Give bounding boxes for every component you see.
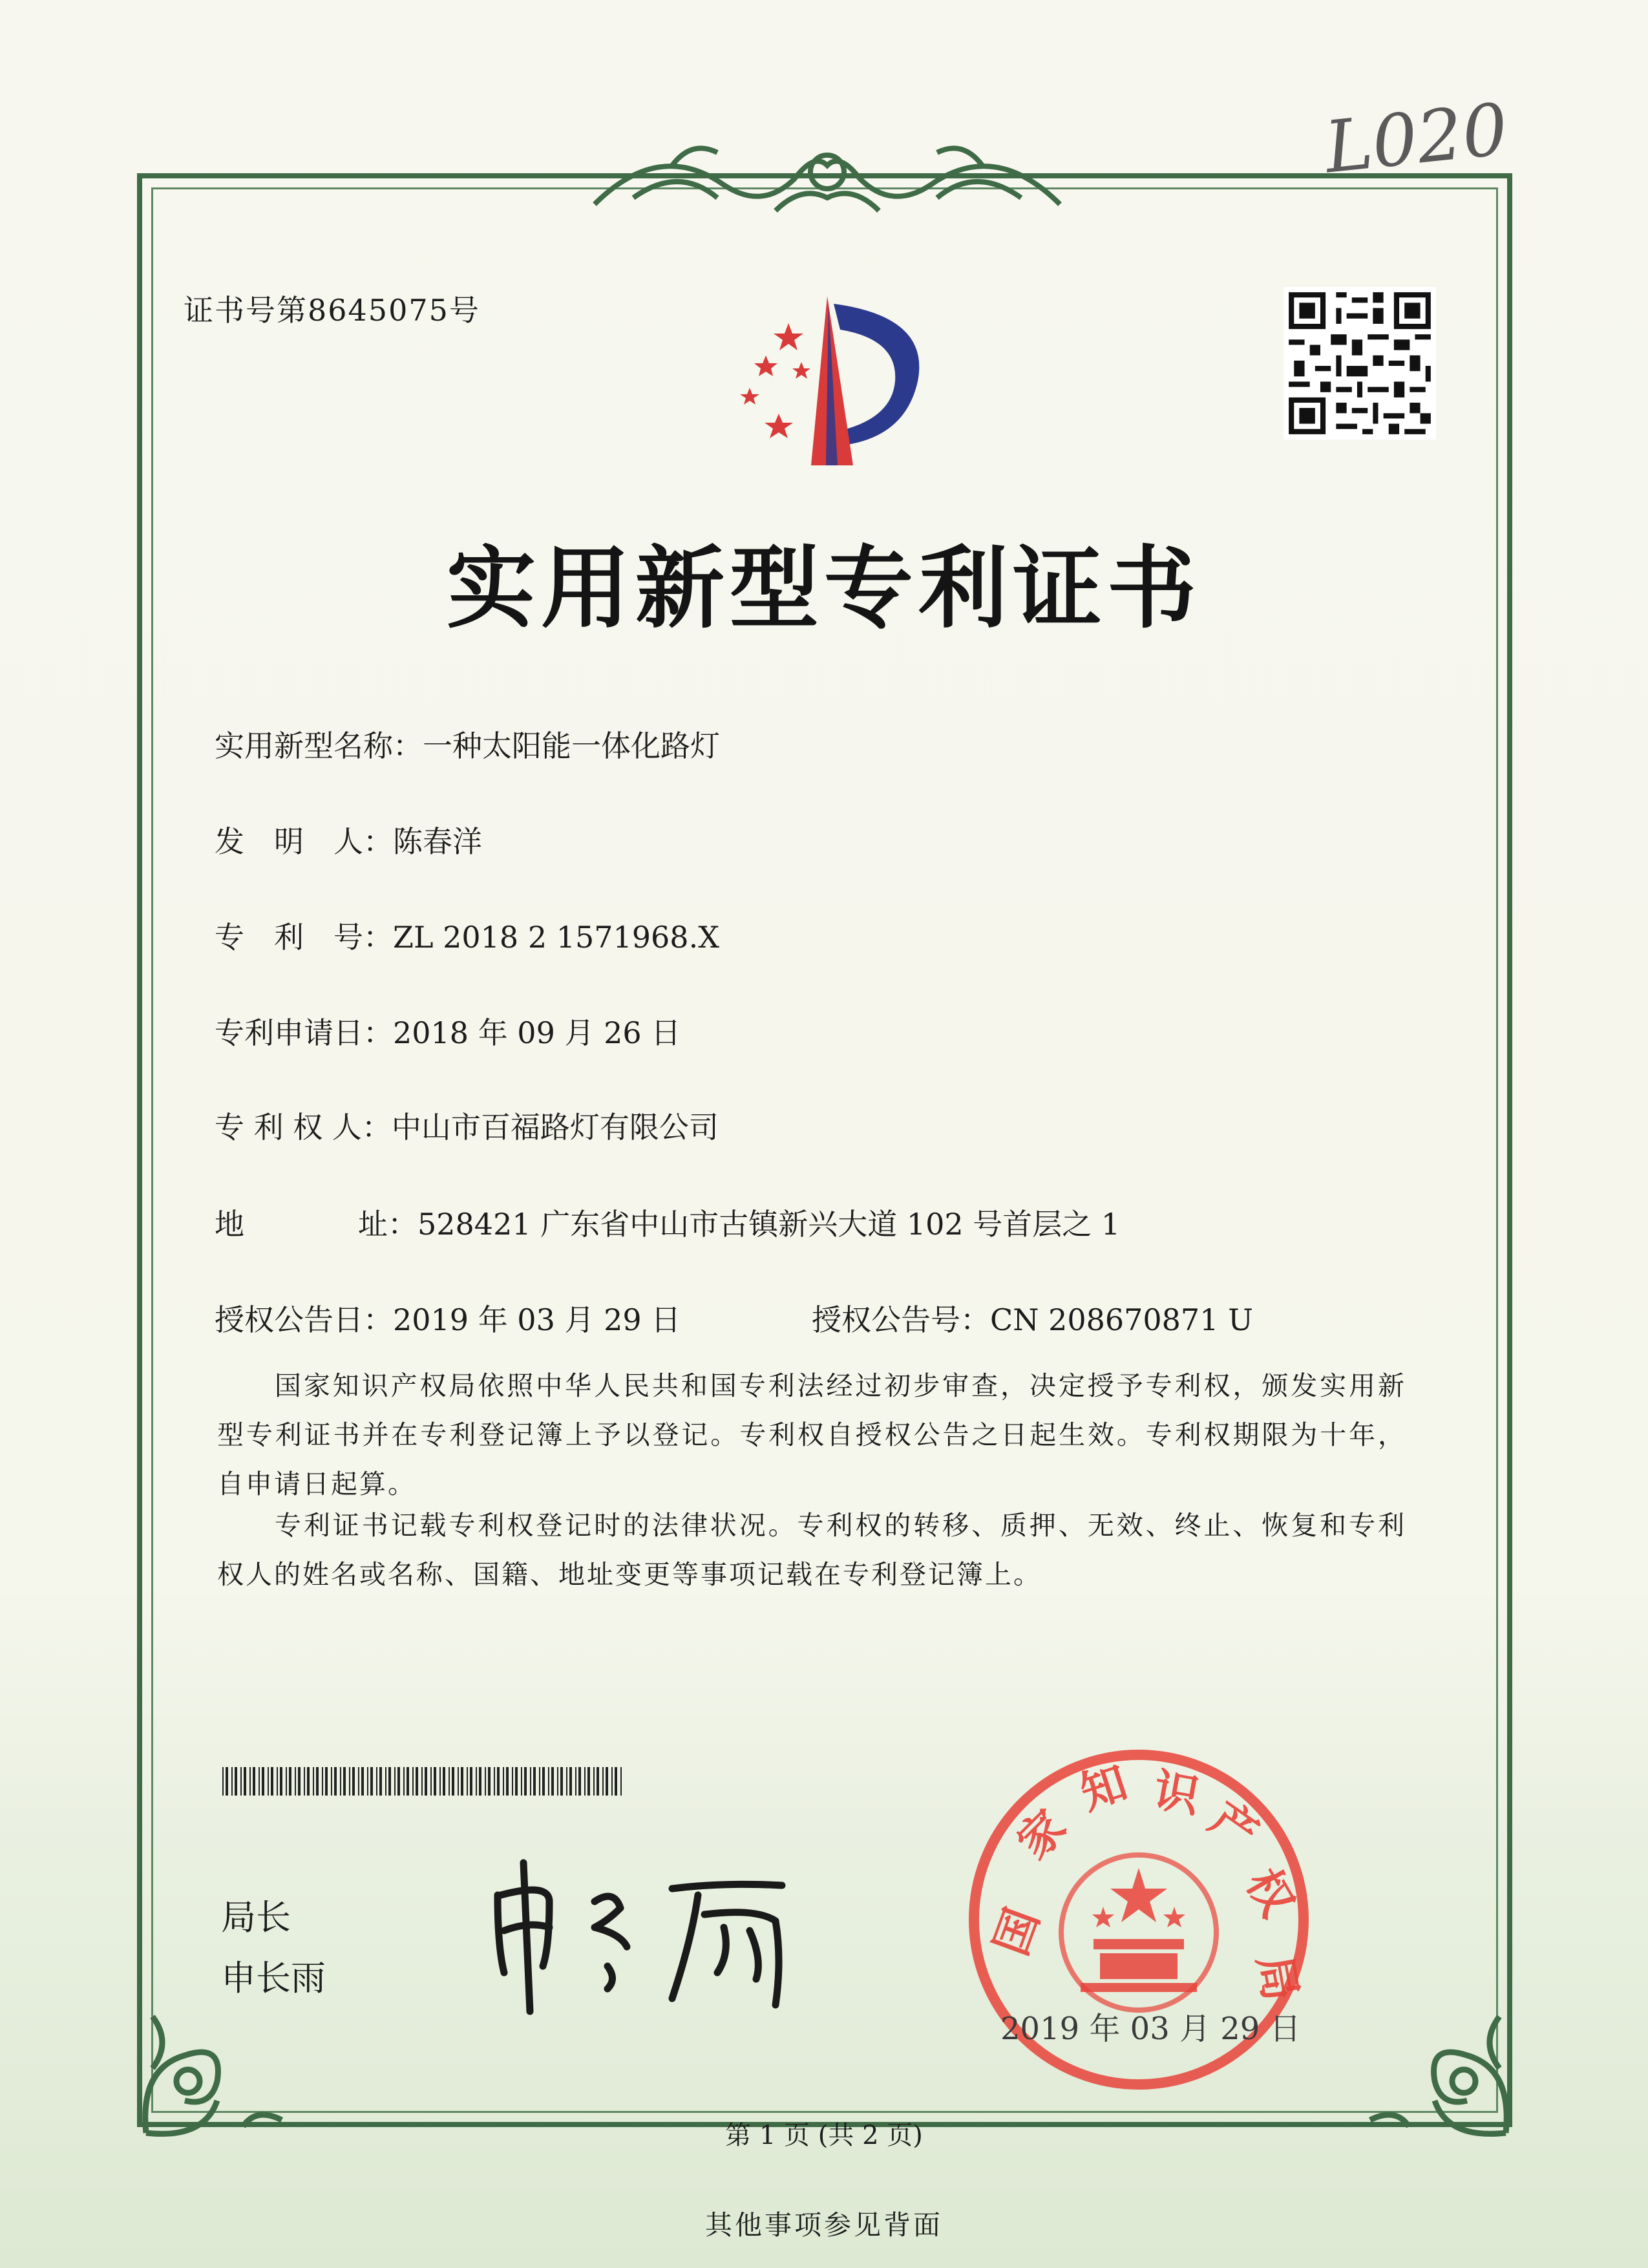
field-address (358, 1201, 1120, 1244)
svg-text:局: 局 (1247, 1951, 1308, 2005)
field-label: 址： (358, 1207, 417, 1242)
field-label: 发 明 人： (215, 824, 393, 859)
svg-text:家: 家 (1007, 1799, 1077, 1870)
director-title: 局长 (221, 1897, 291, 1938)
svg-text:知: 知 (1073, 1755, 1134, 1821)
field-value: 一种太阳能一体化路灯 (423, 728, 720, 763)
paragraph-text: 专利证书记载专利权登记时的法律状况。专利权的转移、质押、无效、终止、恢复和专利权人的姓名或名称、国籍、地址变更等事项记载在专利登记簿上。 (217, 1510, 1406, 1590)
field-value: 中山市百福路灯有限公司 (391, 1110, 719, 1145)
field-value: 2019 年 03 月 29 日 (393, 1302, 681, 1337)
qr-code-icon (1284, 287, 1436, 440)
barcode-icon (222, 1767, 623, 1796)
field-grant-date (215, 1297, 681, 1339)
certificate-number: 证书号第8645075号 (184, 293, 480, 328)
certificate-title: 实用新型专利证书 (446, 535, 1201, 641)
field-patentee (215, 1104, 719, 1147)
field-utility-model-name (215, 723, 720, 765)
field-address-label-left: 地 (215, 1207, 244, 1242)
field-label: 实用新型名称： (215, 728, 423, 763)
field-inventor (215, 818, 482, 861)
field-value: ZL 2018 2 1571968.X (393, 920, 719, 955)
svg-text:权: 权 (1236, 1860, 1305, 1926)
handwritten-note: L020 (1321, 87, 1512, 189)
field-value: 2018 年 09 月 26 日 (393, 1015, 681, 1050)
paragraph-text: 国家知识产权局依照中华人民共和国专利法经过初步审查，决定授予专利权，颁发实用新型专利证书并在专利登记簿上予以登记。专利权自授权公告之日起生效。专利权期限为十年，自申请日起算。 (217, 1370, 1406, 1500)
director-name: 申长雨 (221, 1958, 326, 1998)
certificate-statement-paragraph (217, 1361, 1406, 1509)
field-label: 专利申请日： (215, 1015, 393, 1050)
field-value: CN 208670871 U (990, 1302, 1253, 1337)
patent-office-logo-icon (704, 284, 950, 472)
svg-text:识: 识 (1150, 1763, 1204, 1823)
director-signature-icon (478, 1850, 814, 2018)
field-application-date (215, 1010, 681, 1052)
field-label: 专 利 权 人： (215, 1110, 392, 1145)
seal-date: 2019 年 03 月 29 日 (1000, 2011, 1301, 2047)
svg-text:国: 国 (984, 1901, 1050, 1962)
field-label: 授权公告号： (812, 1302, 990, 1337)
field-grant-number (812, 1297, 1253, 1339)
page-number: 第 1 页 (共 2 页) (725, 2121, 923, 2150)
certificate-legal-paragraph (217, 1501, 1406, 1599)
field-value: 陈春洋 (393, 824, 482, 859)
field-label: 专 利 号： (215, 920, 393, 955)
field-label: 授权公告日： (215, 1302, 393, 1337)
top-ornament-icon (582, 127, 1073, 230)
footer-note: 其他事项参见背面 (704, 2209, 943, 2241)
svg-text:产: 产 (1200, 1791, 1268, 1861)
field-patent-number (215, 914, 719, 957)
field-value: 528421 广东省中山市古镇新兴大道 102 号首层之 1 (417, 1207, 1121, 1242)
